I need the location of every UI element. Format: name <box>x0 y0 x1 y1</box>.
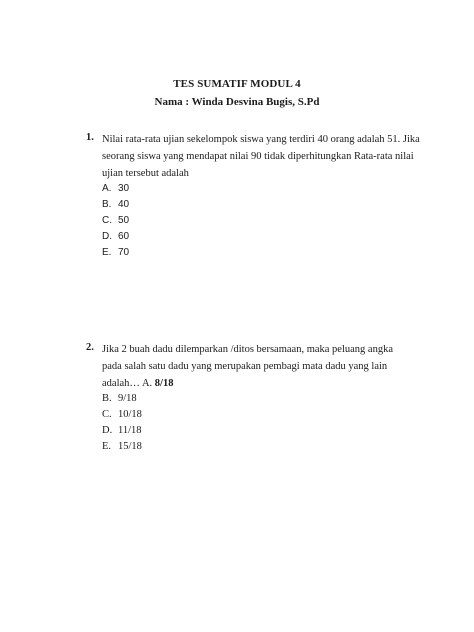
question-line: Nilai rata-rata ujian sekelompok siswa yang terdiri 40 orang adalah 51. Jika <box>102 134 420 145</box>
question-text <box>102 131 420 182</box>
option-c <box>102 213 129 229</box>
option-e <box>102 245 129 261</box>
question-line: adalah… A. <box>102 378 153 389</box>
question-line: ujian tersebut adalah <box>102 168 189 179</box>
page-title: TES SUMATIF MODUL 4 <box>173 78 301 90</box>
option-value: 50 <box>118 215 130 226</box>
option-letter: E. <box>102 247 112 258</box>
option-letter: B. <box>102 393 112 404</box>
option-letter: E. <box>102 441 112 452</box>
option-value: 11/18 <box>118 425 142 436</box>
option-letter: D. <box>102 231 112 242</box>
option-value: 9/18 <box>118 393 137 404</box>
option-value: 30 <box>118 183 130 194</box>
option-letter: C. <box>102 215 112 226</box>
question-line-with-answer <box>102 375 402 392</box>
option-value: 10/18 <box>118 409 142 420</box>
option-b <box>102 197 129 213</box>
question-line: pada salah satu dadu yang merupakan pembagi mata dadu yang lain <box>102 361 388 372</box>
option-letter: B. <box>102 199 112 210</box>
author-name: Nama : Winda Desvina Bugis, S.Pd <box>154 96 320 108</box>
question-text <box>102 341 402 392</box>
option-letter: D. <box>102 425 113 436</box>
option-value: 60 <box>118 231 130 242</box>
question-line: seorang siswa yang mendapat nilai 90 tidak diperhitungkan Rata-rata nilai <box>102 151 414 162</box>
option-value: 70 <box>118 247 130 258</box>
question-number: 1. <box>86 132 94 143</box>
option-e <box>102 439 142 455</box>
question-line: Jika 2 buah dadu dilemparkan /ditos bersamaan, maka peluang angka <box>102 344 393 355</box>
option-b <box>102 391 137 407</box>
option-d <box>102 229 129 245</box>
option-a <box>102 181 129 197</box>
option-d <box>102 423 142 439</box>
option-letter: C. <box>102 409 112 420</box>
option-c <box>102 407 142 423</box>
inline-answer: 8/18 <box>154 378 174 389</box>
option-letter: A. <box>102 183 112 194</box>
option-value: 40 <box>118 199 130 210</box>
option-value: 15/18 <box>118 441 142 452</box>
question-number: 2. <box>86 342 94 353</box>
